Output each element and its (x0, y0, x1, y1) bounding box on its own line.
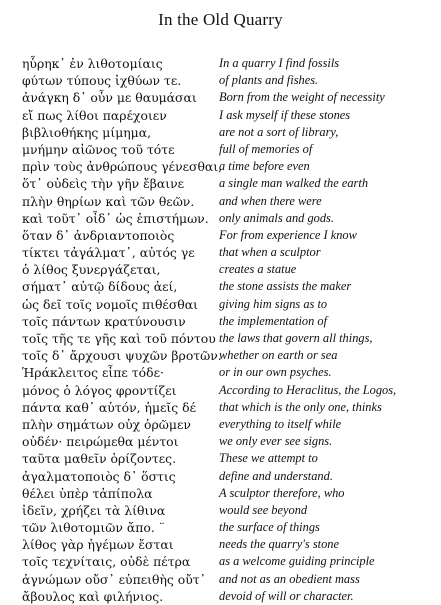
poem-line (22, 416, 432, 433)
greek-line: ὁ λίθος ξυνεργάζεται, (22, 262, 161, 278)
english-line: are not a sort of library, (219, 124, 339, 139)
poem-lines (22, 55, 432, 605)
english-line: In a quarry I find fossils (219, 56, 340, 70)
greek-line: ηὗρηκ᾽ ἐν λιθοτομίαις (22, 56, 163, 71)
english-line: needs the quarry's stone (219, 537, 339, 552)
greek-line: εἴ πως λίθοι παρέχοιεν (22, 107, 167, 123)
poem-line (22, 158, 432, 175)
greek-line: Ἡράκλειτος εἶπε τόδε· (22, 365, 164, 381)
english-line: of plants and fishes. (219, 73, 319, 88)
english-line: creates a statue (219, 262, 297, 277)
greek-line: πάντα καθ᾽ αὑτόν, ἡμεῖς δέ (22, 399, 197, 415)
english-line: as a welcome guiding principle (219, 554, 375, 569)
english-line: the surface of things (219, 520, 320, 535)
greek-line: τῶν λιθοτομιῶν ἄπο. ¨ (22, 520, 165, 536)
poem-line (22, 502, 432, 519)
poem-line (22, 313, 432, 330)
greek-line: ἀγαλματοποιὸς δ᾽ ὅστις (22, 468, 176, 484)
english-line: the stone assists the maker (219, 279, 352, 294)
greek-line: οὐδέν· πειρώμεθα μέντοι (22, 434, 179, 450)
english-line: that when a sculptor (219, 245, 321, 260)
poem-line (22, 175, 432, 192)
poem-line (22, 55, 432, 72)
greek-line: τοῖς τῆς τε γῆς καὶ τοῦ πόντου (22, 331, 216, 346)
greek-line: μνήμην αἰῶνος τοῦ τότε (22, 141, 175, 157)
poem-line (22, 244, 432, 261)
english-line: whether on earth or sea (219, 348, 338, 363)
english-line: define and understand. (219, 468, 333, 483)
greek-line: τοῖς πάντων κρατύνουσιν (22, 313, 186, 329)
poem-line (22, 210, 432, 227)
greek-line: σήματ᾽ αὐτῷ δίδους ἀεί, (22, 279, 178, 295)
greek-line: ἄβουλος καὶ φιλήνιος. (22, 588, 164, 604)
poem-line (22, 433, 432, 450)
greek-line: ὅταν δ᾽ ἀνδριαντοποιὸς (22, 227, 175, 243)
poem-line (22, 450, 432, 467)
poem-line (22, 227, 432, 244)
english-line: a single man walked the earth (219, 176, 369, 191)
poem-line (22, 519, 432, 536)
poem-line (22, 382, 432, 399)
poem-line (22, 588, 432, 605)
greek-line: μόνος ὁ λόγος φροντίζει (22, 382, 177, 398)
greek-line: ὡς δεῖ τοῖς νομοῖς πιθέσθαι (22, 296, 198, 312)
english-line: For from experience I know (219, 227, 357, 242)
english-line: devoid of will or character. (219, 588, 354, 603)
poem-line (22, 536, 432, 553)
english-line: giving him signs as to (219, 296, 328, 311)
poem-line (22, 347, 432, 364)
english-line: or in our own psyches. (219, 365, 332, 380)
greek-line: θέλει ὑπὲρ τἀπίπολα (22, 485, 153, 501)
poem-line (22, 485, 432, 502)
english-line: I ask myself if these stones (219, 107, 351, 122)
poem-line (22, 141, 432, 158)
english-line: everything to itself while (219, 416, 342, 431)
poem-line (22, 89, 432, 106)
poem-line (22, 468, 432, 485)
english-line: only animals and gods. (219, 210, 334, 225)
greek-line: καὶ τοῦτ᾽ οἶδ᾽ ὡς ἐπιστήμων. (22, 210, 209, 226)
greek-line: τοῖς δ᾽ ἄρχουσι ψυχῶν βροτῶν. (22, 348, 222, 364)
poem-line (22, 364, 432, 381)
greek-line: βιβλιοθήκης μίμημα, (22, 124, 152, 140)
poem-line (22, 571, 432, 588)
greek-line: τοῖς τεχνίταις, οὐδὲ πέτρα (22, 554, 191, 570)
greek-line: λίθος γὰρ ἡγέμων ἔσται (22, 537, 174, 553)
english-line: a time before even (219, 159, 310, 174)
greek-line: πρὶν τοὺς ἀνθρώπους γένεσθαι, (22, 159, 223, 175)
english-line: full of memories of (219, 141, 313, 156)
poem-line (22, 72, 432, 89)
greek-line: φύτων τύπους ἰχθύων τε. (22, 73, 182, 89)
poem-line (22, 296, 432, 313)
poem-line (22, 278, 432, 295)
english-line: and not as an obedient mass (219, 571, 360, 586)
poem-line (22, 124, 432, 141)
greek-line: ἰδεῖν, χρήζει τὰ λίθινα (22, 502, 166, 518)
poem-title: In the Old Quarry (158, 10, 283, 29)
english-line: According to Heraclitus, the Logos, (219, 382, 397, 397)
greek-line: πλὴν θηρίων καὶ τῶν θεῶν. (22, 193, 195, 209)
greek-line: τίκτει τἀγάλματ᾽, αὐτός γε (22, 245, 195, 261)
english-line: would see beyond (219, 502, 308, 517)
poem-line (22, 330, 432, 347)
greek-line: ταῦτα μαθεῖν ὁρίζοντες. (22, 451, 177, 467)
poem-line (22, 399, 432, 416)
english-line: and when there were (219, 193, 322, 208)
english-line: Born from the weight of necessity (219, 90, 385, 105)
poem-line (22, 193, 432, 210)
english-line: A sculptor therefore, who (219, 485, 345, 500)
english-line: These we attempt to (219, 451, 318, 466)
poem-line (22, 107, 432, 124)
greek-line: ἀνάγκη δ᾽ οὖν με θαυμάσαι (22, 90, 197, 106)
greek-line: πλὴν σημάτων οὐχ ὁρῶμεν (22, 416, 191, 432)
greek-line: ὅτ᾽ οὐδεὶς τὴν γῆν ἔβαινε (22, 176, 185, 192)
greek-line: ἀγνώμων οὔσ᾽ εὐπειθὴς οὔτ᾽ (22, 571, 206, 587)
english-line: the laws that govern all things, (219, 331, 373, 345)
english-line: the implementation of (219, 313, 328, 328)
poem-line (22, 261, 432, 278)
english-line: that which is the only one, thinks (219, 399, 382, 414)
english-line: we only ever see signs. (219, 434, 333, 449)
poem-line (22, 553, 432, 570)
